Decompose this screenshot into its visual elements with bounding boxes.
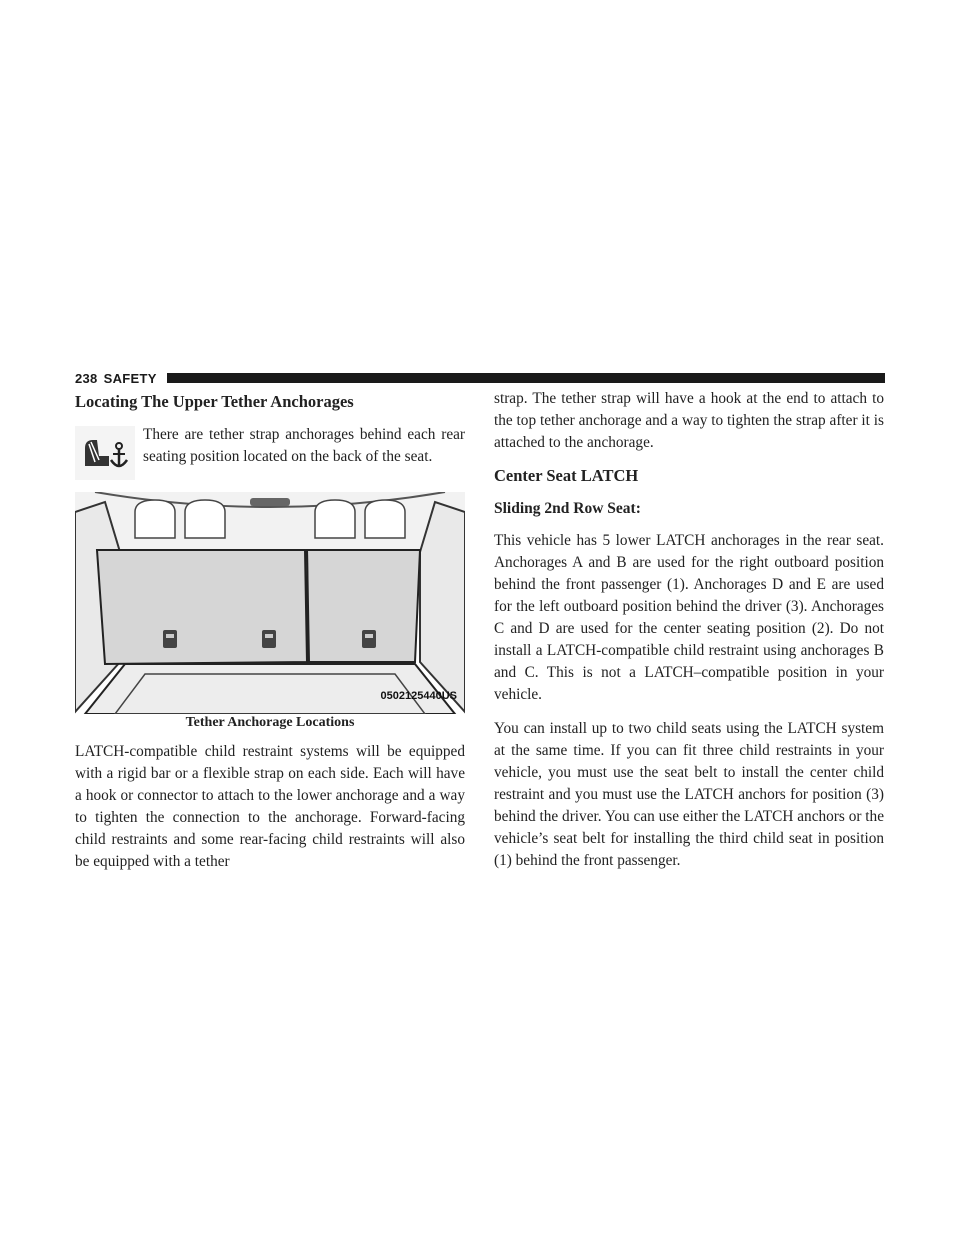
header-rule [167, 373, 885, 383]
child-seat-anchor-icon [75, 426, 135, 480]
right-column [494, 392, 884, 872]
left-column [75, 392, 465, 873]
icon-note [75, 424, 465, 484]
section-title: SAFETY [103, 370, 157, 386]
section-heading-center-seat: Center Seat LATCH [494, 466, 639, 485]
page-number: 238 [75, 370, 98, 386]
page-header [75, 370, 885, 386]
tether-anchorage-figure [75, 492, 465, 714]
subheading-sliding-seat: Sliding 2nd Row Seat: [494, 500, 641, 517]
latch-paragraph: LATCH-compatible child restraint systems will be equipped with a rigid bar or a flexible strap on each side. Each will have a hook or connector to attach to the lower anchorage and a way to tighten the connection to the anchorage. Forward-facing child restraints and some rear-facing child restraints will also be equipped with a tether [75, 743, 465, 870]
continuation-paragraph: strap. The tether strap will have a hook at the end to attach to the top tether anchorage and a way to tighten the strap after it is attached to the anchorage. [494, 390, 884, 451]
icon-paragraph: There are tether strap anchorages behind each rear seating position located on the back of the seat. [143, 426, 465, 465]
figure-caption: Tether Anchorage Locations [75, 714, 465, 737]
section-heading-tether: Locating The Upper Tether Anchorages [75, 392, 354, 411]
child-seats-paragraph: You can install up to two child seats using the LATCH system at the same time. If you can fit three child restraints in your vehicle, you must use the seat belt to install the center child restraint and you must use the LATCH anchors for position (3) behind the driver. You can use either the LATCH anchors or the vehicle’s seat belt for installing the third child seat in position (1) behind the front passenger. [494, 720, 884, 869]
figure-code: 0502125440US [380, 690, 457, 702]
anchorages-paragraph: This vehicle has 5 lower LATCH anchorages in the rear seat. Anchorages A and B are used for the right outboard position behind the front passenger (1). Anchorages D and E are used for the left outboard position behind the driver (3). Anchorages C and D are used for the center seating position (2). Do not install a LATCH-compatible child restraint using anchorages B and C. This is not a LATCH–compatible position in your vehicle. [494, 532, 884, 703]
